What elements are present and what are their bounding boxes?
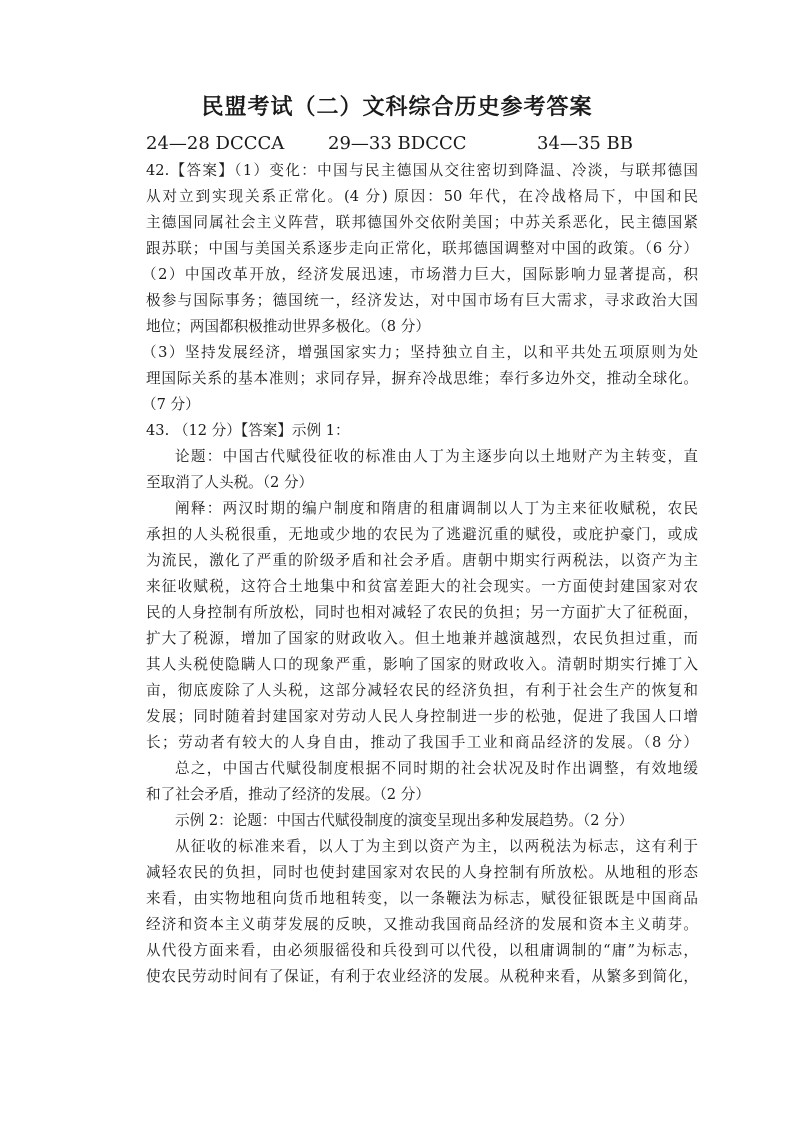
q42-part3-line-1: （3）坚持发展经济，增强国家实力；坚持独立自主，以和平共处五项原则为处: [142, 344, 698, 361]
q42-line-3: 主德国同属社会主义阵营，联邦德国外交依附美国；中苏关系恶化，民主德国紧: [146, 214, 698, 231]
q43-example2-line-5: 从代役方面来看，由必须服徭役和兵役到可以代役，以租庸调制的“庸”为标志，: [146, 942, 698, 959]
q43-example2-line-3: 来看，由实物地租向货币地租转变，以一条鞭法为标志，赋役征银既是中国商品: [146, 890, 698, 907]
q43-explain-line-1: 阐释：两汉时期的编户制度和隋唐的租庸调制以人丁为主来征收赋税，农民: [175, 500, 698, 517]
q43-explain-line-7: 其人头税使隐瞒人口的现象严重，影响了国家的财政收入。清朝时期实行摊丁入: [146, 656, 698, 673]
q42-line-1: 42.【答案】（1）变化：中国与民主德国从交往密切到降温、冷淡，与联邦德国: [146, 162, 698, 179]
q43-explain-line-6: 扩大了税源，增加了国家的财政收入。但土地兼并越演越烈，农民负担过重，而: [146, 630, 698, 647]
q42-part2-line-2: 极参与国际事务；德国统一，经济发达，对中国市场有巨大需求，寻求政治大国: [146, 292, 698, 309]
q43-summary-line-1: 总之，中国古代赋役制度根据不同时期的社会状况及时作出调整，有效地缓: [175, 760, 698, 777]
mc-answers-34-35: 34—35 BB: [537, 133, 633, 154]
q43-example2-line-6: 使农民劳动时间有了保证，有利于农业经济的发展。从税种来看，从繁多到简化，: [146, 968, 698, 985]
mc-answers-29-33: 29—33 BDCCC: [328, 133, 467, 154]
q43-example2-thesis: 示例 2：论题：中国古代赋役制度的演变呈现出多种发展趋势。（2 分）: [175, 812, 634, 829]
q42-part3-line-2: 理国际关系的基本准则；求同存异，摒弃冷战思维；奉行多边外交，推动全球化。: [146, 370, 698, 387]
q42-part2-line-3: 地位；两国都积极推动世界多极化。（8 分）: [146, 318, 430, 335]
q42-line-2: 从对立到实现关系正常化。(4 分) 原因：50 年代，在冷战格局下，中国和民: [146, 188, 698, 205]
mc-answers-24-28: 24—28 DCCCA: [146, 133, 285, 154]
q43-example2-line-2: 减轻农民的负担，同时也使封建国家对农民的人身控制有所放松。从地租的形态: [146, 864, 698, 881]
q42-part3-line-3: （7 分）: [142, 396, 200, 413]
q42-part2-line-1: （2）中国改革开放，经济发展迅速，市场潜力巨大，国际影响力显著提高，积: [142, 266, 698, 283]
q42-line-4: 跟苏联；中国与美国关系逐步走向正常化，联邦德国调整对中国的政策。（6 分）: [146, 240, 698, 257]
q43-example2-line-4: 经济和资本主义萌芽发展的反映，又推动我国商品经济的发展和资本主义萌芽。: [146, 916, 698, 933]
q43-explain-line-4: 来征收赋税，这符合土地集中和贫富差距大的社会现实。一方面使封建国家对农: [146, 578, 698, 595]
q43-explain-line-9: 发展；同时随着封建国家对劳动人民人身控制进一步的松弛，促进了我国人口增: [146, 708, 698, 725]
page-title: 民盟考试（二）文科综合历史参考答案: [201, 94, 593, 120]
q43-thesis-line-1: 论题：中国古代赋役征收的标准由人丁为主逐步向以土地财产为主转变，直: [175, 448, 698, 465]
q43-explain-line-5: 民的人身控制有所放松，同时也相对减轻了农民的负担；另一方面扩大了征税面，: [146, 604, 698, 621]
q43-explain-line-3: 为流民，激化了严重的阶级矛盾和社会矛盾。唐朝中期实行两税法，以资产为主: [146, 552, 698, 569]
q43-explain-line-8: 亩，彻底废除了人头税，这部分减轻农民的经济负担，有利于社会生产的恢复和: [146, 682, 698, 699]
q43-explain-line-2: 承担的人头税很重，无地或少地的农民为了逃避沉重的赋役，或庇护豪门，或成: [146, 526, 698, 543]
q43-summary-line-2: 和了社会矛盾，推动了经济的发展。（2 分）: [146, 786, 430, 803]
q43-example2-line-1: 从征收的标准来看，以人丁为主到以资产为主，以两税法为标志，这有利于: [175, 838, 698, 855]
q43-thesis-line-2: 至取消了人头税。（2 分）: [146, 474, 314, 491]
q43-explain-line-10: 长；劳动者有较大的人身自由，推动了我国手工业和商品经济的发展。（8 分）: [146, 734, 698, 751]
q43-header: 43. （12 分）【答案】示例 1：: [146, 422, 350, 439]
